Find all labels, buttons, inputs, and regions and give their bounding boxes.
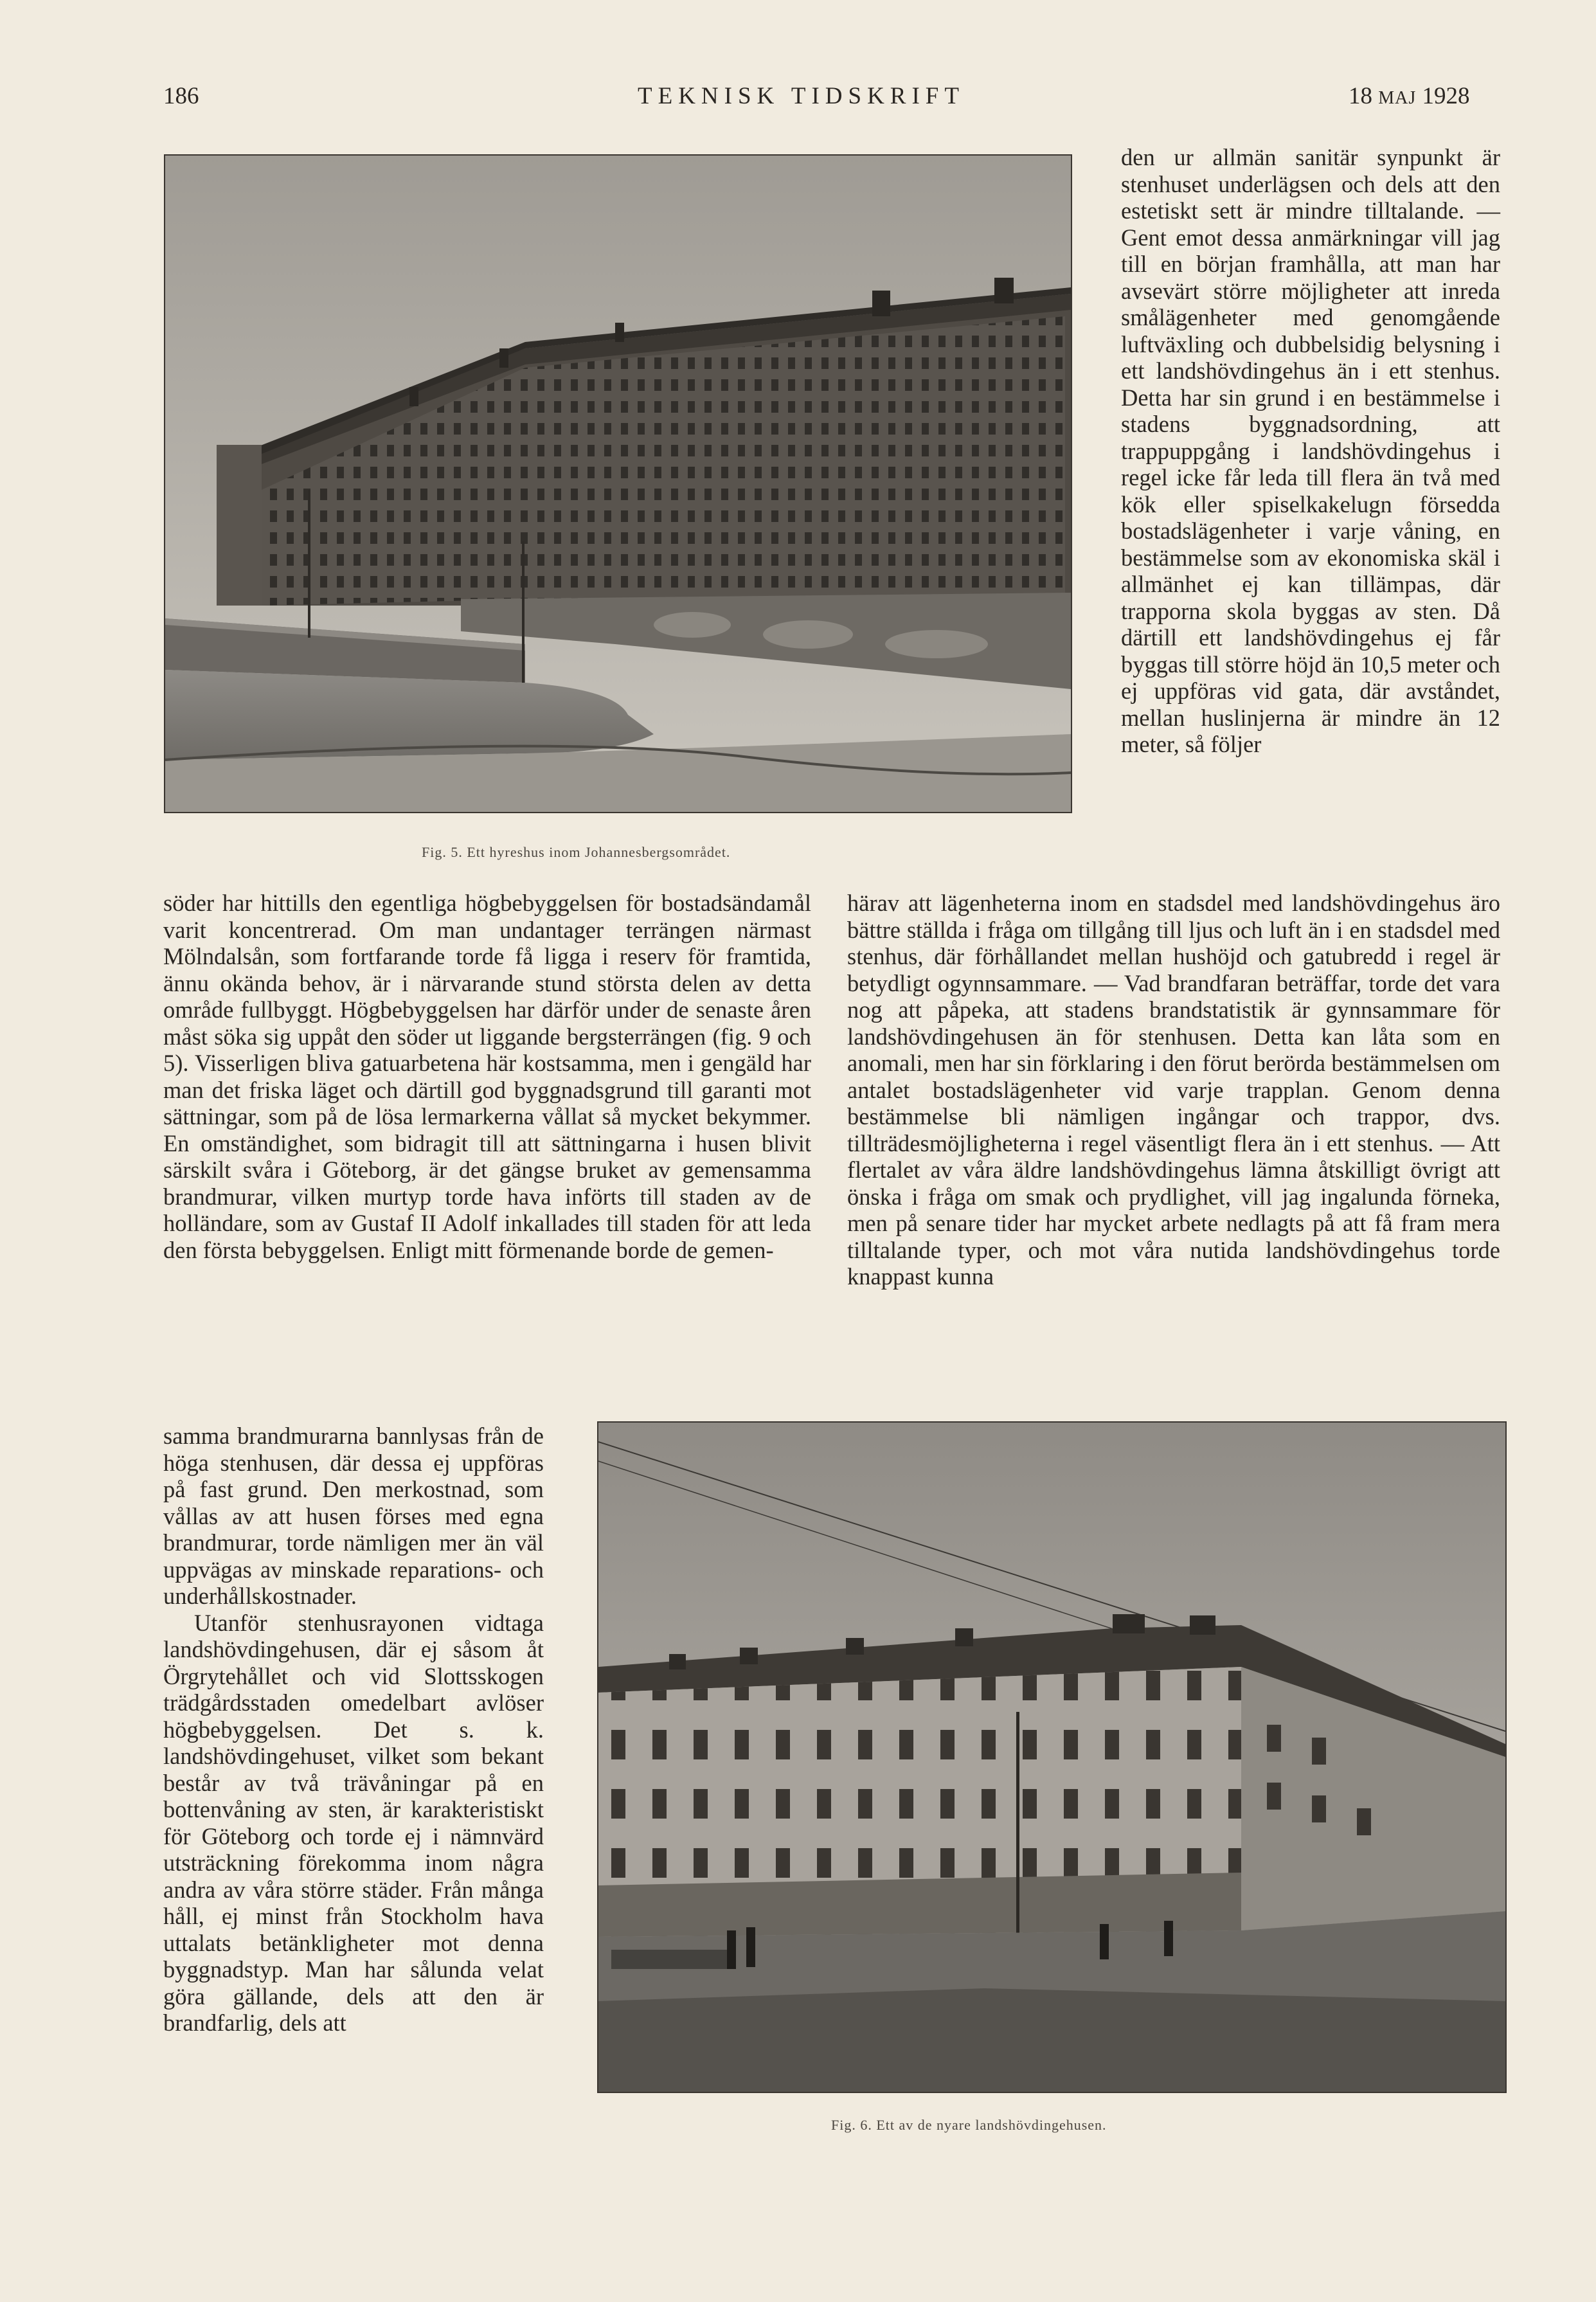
paragraph: söder har hittills den egentliga högbebyggelsen för bostadsändamål varit koncentrerad. Om man undantager terrängen närmast Mölndalsån, som fortfarande torde få ligga i reserv för framtida, ännu okända behov, är i närvarande stund största delen av detta område fullbyggt. Högbebyggelsen har därför under de senaste åren måst söka sig uppåt den söder ut liggande bergsterrängen (fig. 9 och 5). Visserligen bliva gatuarbetena här kostsamma, men i gengäld har man det friska läget och därtill god byggnadsgrund till garanti mot sättningar, som på de lösa lermarkerna vållat så mycket bekymmer. En omständighet, som bidragit till att sättningarna i husen blivit särskilt svåra i Göteborg, är det gängse bruket av gemensamma brandmurar, vilken murtyp torde hava införts till staden av de holländare, som av Gustaf II Adolf inkallades till staden för att leda den första bebyggelsen. Enligt mitt förmenande borde de gemen- <box>163 890 811 1263</box>
figure-6-photo <box>597 1421 1507 2093</box>
issue-month: MAJ <box>1378 88 1417 108</box>
figure-6-caption: Fig. 6. Ett av de nyare landshövdingehusen. <box>831 2117 1107 2133</box>
journal-title: TEKNISK TIDSKRIFT <box>638 83 965 109</box>
text-column-right <box>847 890 1500 1290</box>
issue-day: 18 <box>1349 83 1372 109</box>
issue-year: 1928 <box>1422 83 1470 109</box>
paragraph: Utanför stenhusrayonen vidtaga landshövdingehusen, där ej såsom åt Örgrytehållet och vid Slottsskogen trädgårdsstaden omedelbart avlöser högbebyggelsen. Det s. k. landshövdingehuset, vilket som bekant består av två trävåningar på en bottenvåning av sten, är karakteristiskt för Göteborg och torde ej i nämnvärd utsträckning förekomma inom några andra av våra större städer. Från många håll, ej minst från Stockholm hava uttalats betänkligheter mot denna byggnadstyp. Man har sålunda velat göra gällande, dels att den är brandfarlig, dels att <box>163 1609 544 2036</box>
apartment-building-photo <box>165 156 1071 812</box>
landshovdingehus-photo <box>598 1423 1505 2092</box>
text-column-left-narrow <box>163 1423 544 2037</box>
text-column-left <box>163 890 811 1263</box>
paragraph: den ur allmän sanitär synpunkt är stenhuset underlägsen och dels att den estetiskt sett är mindre tilltalande. — Gent emot dessa anmärkningar vill jag till en början framhålla, att man har avsevärt större möjligheter att inreda smålägenheter med genomgående luftväxling och dubbelsidig belysning i ett landshövdingehus än i ett stenhus. Detta har sin grund i en bestämmelse i stadens byggnadsordning, att trappuppgång i landshövdingehus i regel icke får leda till flera än två med kök eller spiselkakelugn försedda bostadslägenheter i varje våning, en bestämmelse som av ekonomiska skäl i allmänhet ej kan tillämpas, där trapporna skola byggas av sten. Då därtill ett landshövdingehus ej får byggas till större höjd än 10,5 meter och ej uppföras vid gata, där avståndet, mellan huslinjerna är mindre än 12 meter, så följer <box>1121 144 1500 757</box>
figure-5-photo <box>164 154 1072 813</box>
text-column-right-top <box>1121 144 1500 758</box>
page-number: 186 <box>163 83 199 109</box>
paragraph: samma brandmurarna bannlysas från de höga stenhusen, där dessa ej uppföras på fast grund. Den merkostnad, som vållas av att husen förses med egna brandmurar, torde nämligen mer än väl uppvägas av minskade reparations- och underhållskostnader. <box>163 1423 544 1609</box>
issue-date <box>1349 82 1470 110</box>
figure-5-caption: Fig. 5. Ett hyreshus inom Johannesbergsområdet. <box>422 844 731 860</box>
paragraph: härav att lägenheterna inom en stadsdel med landshövdingehus äro bättre ställda i fråga om tillgång till ljus och luft än i en stadsdel med stenhus, där förhållandet mellan hushöjd och gatubredd i regel är betydligt ogynnsammare. — Vad brandfaran beträffar, torde det vara nog att påpeka, att stadens brandstatistik är gynnsammare för landshövdingehusen än för stenhusen. Detta kan låta som en anomali, men har sin förklaring i den förut berörda bestämmelsen om antalet bostadslägenheter vid varje trapplan. Genom denna bestämmelse bli nämligen ingångar och trappor, dvs. tillträdesmöjligheterna i regel väsentligt flera än i ett stenhus. — Att flertalet av våra äldre landshövdingehus lämna åtskilligt övrigt att önska i fråga om smak och prydlighet, vill jag ingalunda förneka, men på senare tider har mycket arbete nedlagts på att få fram mera tilltalande typer, och mot våra nutida landshövdingehus torde knappast kunna <box>847 890 1500 1290</box>
